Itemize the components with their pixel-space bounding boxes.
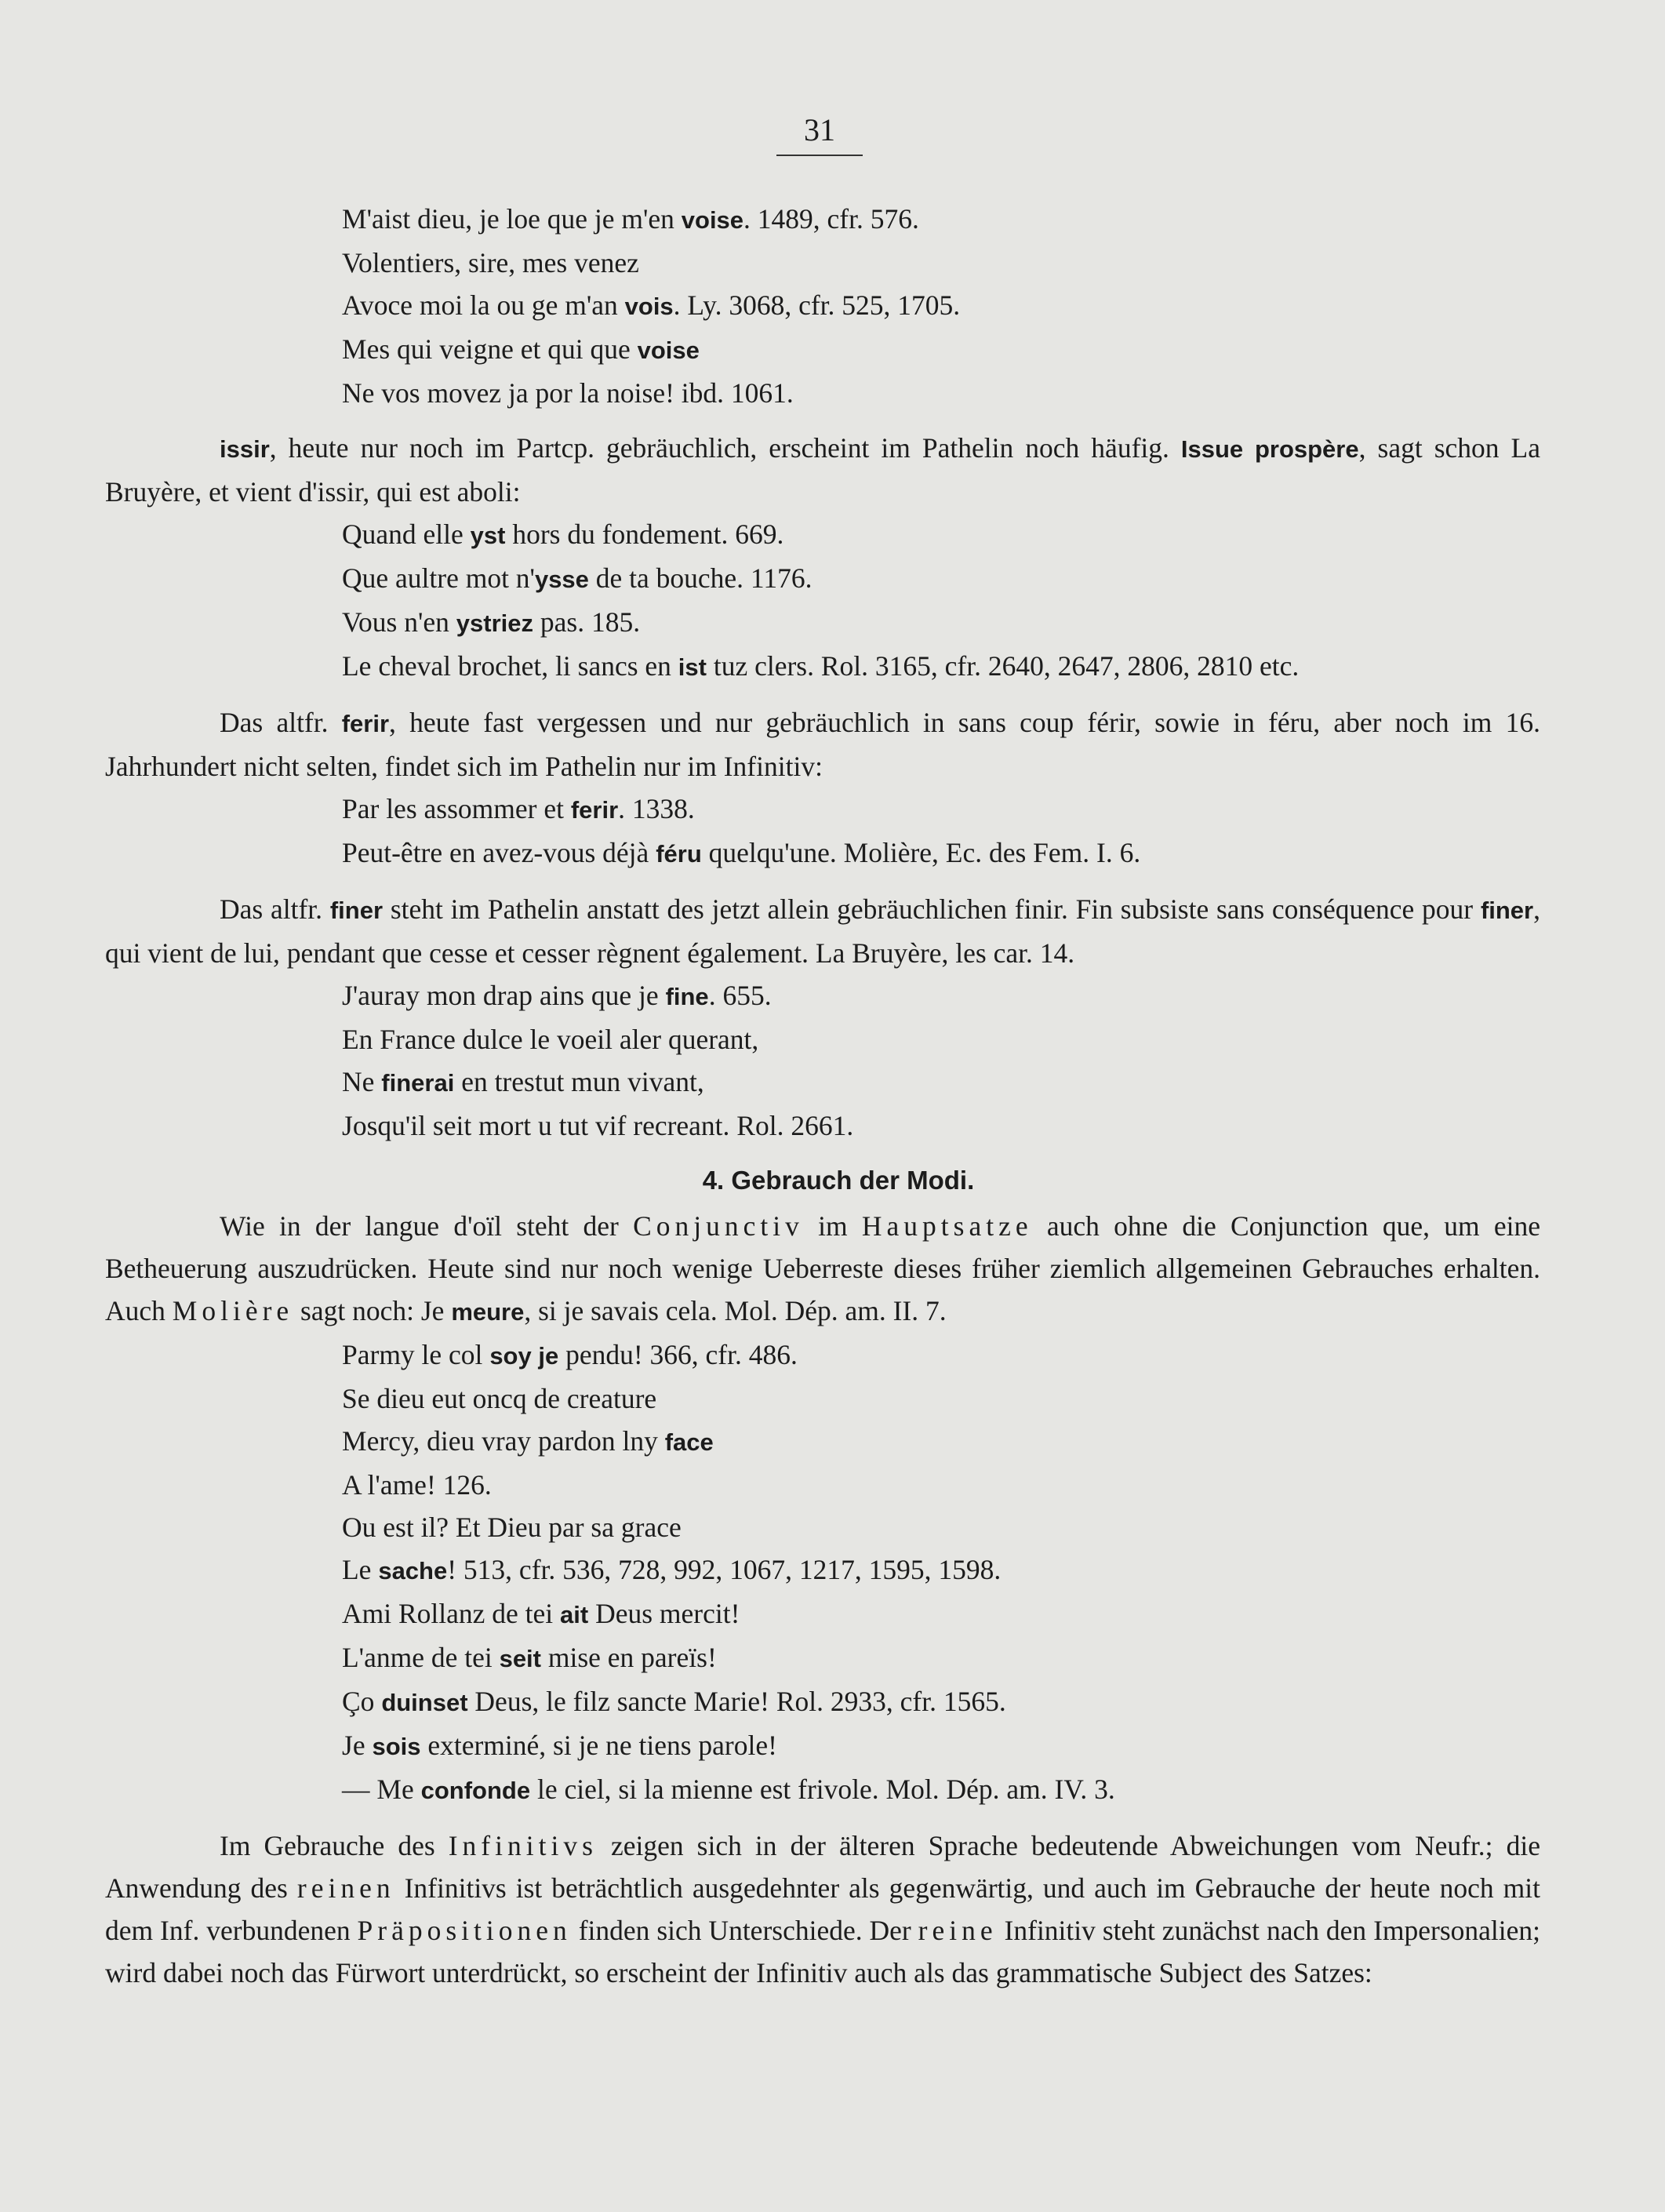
quote-line: Ne vos movez ja por la noise! ibd. 1061. xyxy=(342,377,794,409)
emphasis: ferir xyxy=(341,710,390,737)
quote-line: Ami Rollanz de tei ait Deus mercit! xyxy=(342,1598,740,1629)
quote-line: A l'ame! 126. xyxy=(342,1469,492,1501)
emphasis: fine xyxy=(665,983,709,1010)
quote-line: Le cheval brochet, li sancs en ist tuz clers. Rol. 3165, cfr. 2640, 2647, 2806, 2810 etc. xyxy=(342,650,1300,682)
spaced-term: Präpositionen xyxy=(357,1915,572,1946)
emphasis: finer xyxy=(329,897,384,924)
quote-line: J'auray mon drap ains que je fine. 655. xyxy=(342,980,772,1011)
emphasis: soy je xyxy=(489,1342,559,1370)
emphasis: duinset xyxy=(381,1689,468,1716)
emphasis: ait xyxy=(560,1601,589,1628)
emphasis: voise xyxy=(637,337,700,364)
quote-line: Le sache! 513, cfr. 536, 728, 992, 1067, 1217, 1595, 1598. xyxy=(342,1554,1002,1585)
quote-line: Que aultre mot n'ysse de ta bouche. 1176. xyxy=(342,562,813,594)
emphasis: yst xyxy=(470,522,506,549)
quote-line: Parmy le col soy je pendu! 366, cfr. 486. xyxy=(342,1339,798,1370)
section-heading: 4. Gebrauch der Modi. xyxy=(702,1166,975,1195)
quote-line: Ne finerai en trestut mun vivant, xyxy=(342,1066,704,1097)
emphasis: sois xyxy=(372,1733,421,1760)
emphasis: seit xyxy=(499,1645,541,1672)
emphasis: sache xyxy=(378,1557,448,1584)
quote-line: — Me confonde le ciel, si la mienne est frivole. Mol. Dép. am. IV. 3. xyxy=(342,1774,1115,1805)
emphasis: finerai xyxy=(381,1069,455,1097)
page-number-rule xyxy=(776,155,863,156)
spaced-term: Infinitivs xyxy=(448,1830,598,1861)
quote-line: Mes qui veigne et qui que voise xyxy=(342,333,700,365)
quote-line: Ou est il? Et Dieu par sa grace xyxy=(342,1512,682,1543)
emphasis: voise xyxy=(681,206,744,234)
page-number: 31 xyxy=(804,112,835,147)
spaced-term: Molière xyxy=(172,1295,294,1326)
spaced-term: Hauptsatze xyxy=(861,1210,1033,1242)
emphasis: finer xyxy=(1480,897,1534,924)
paragraph-ferir: Das altfr. ferir, heute fast vergessen und nur gebräuchlich in sans coup férir, sowie in féru, aber noch im 16. Jahrhundert nicht selten, findet sich im Pathelin nur im Infinitiv: xyxy=(105,707,1540,782)
quote-line: M'aist dieu, je loe que je m'en voise. 1489, cfr. 576. xyxy=(342,203,919,235)
quote-line: Mercy, dieu vray pardon lny face xyxy=(342,1425,714,1457)
paragraph-modi: Wie in der langue d'oïl steht der Conjunctiv im Hauptsatze auch ohne die Conjunction que, um eine Betheuerung auszudrücken. Heute sind nur noch wenige Ueberreste dieses früher ziemlich allgemeinen Gebrauches erhalten. Auch Molière sagt noch: Je meure, si je savais cela. Mol. Dép. am. II. 7. xyxy=(105,1210,1540,1326)
spaced-term: reinen xyxy=(296,1872,395,1904)
paragraph-issir: issir, heute nur noch im Partcp. gebräuchlich, erscheint im Pathelin noch häufig. Issue prospère, sagt schon La Bruyère, et vient d'issir, qui est aboli: xyxy=(105,432,1540,508)
quote-line: L'anme de tei seit mise en pareïs! xyxy=(342,1642,717,1673)
quote-line: Volentiers, sire, mes venez xyxy=(342,247,639,278)
page-body xyxy=(105,198,1540,1994)
emphasis: face xyxy=(664,1428,714,1456)
quote-line: Quand elle yst hors du fondement. 669. xyxy=(342,518,784,550)
emphasis: ist xyxy=(678,653,707,681)
quote-line: En France dulce le voeil aler querant, xyxy=(342,1024,759,1055)
quote-line: Peut-être en avez-vous déjà féru quelqu'une. Molière, Ec. des Fem. I. 6. xyxy=(342,837,1141,868)
quote-line: Par les assommer et ferir. 1338. xyxy=(342,793,695,824)
emphasis: meure xyxy=(451,1298,525,1326)
paragraph-finer: Das altfr. finer steht im Pathelin anstatt des jetzt allein gebräuchlichen finir. Fin subsiste sans conséquence pour finer, qui vient de lui, pendant que cesse et cesser règnent également. La Bruyère, les car. 14. xyxy=(105,893,1540,969)
paragraph-infinitiv: Im Gebrauche des Infinitivs zeigen sich in der älteren Sprache bedeutende Abweichungen vom Neufr.; die Anwendung des reinen Infinitivs ist beträchtlich ausgedehnter als gegenwärtig, und auch im Gebrauche der heute noch mit dem Inf. verbundenen Präpositionen finden sich Unterschiede. Der reine Infinitiv steht zunächst nach den Impersonalien; wird dabei noch das Fürwort unterdrückt, so erscheint der Infinitiv auch als das grammatische Subject des Satzes: xyxy=(105,1830,1541,1988)
spaced-term: reine xyxy=(918,1915,998,1946)
emphasis: féru xyxy=(656,840,702,868)
quote-line: Je sois exterminé, si je ne tiens parole! xyxy=(342,1730,777,1761)
quote-line: Se dieu eut oncq de creature xyxy=(342,1383,657,1414)
emphasis: ystriez xyxy=(456,609,534,637)
quote-line: Josqu'il seit mort u tut vif recreant. Rol. 2661. xyxy=(342,1110,854,1141)
quote-line: Avoce moi la ou ge m'an vois. Ly. 3068, cfr. 525, 1705. xyxy=(342,289,961,321)
emphasis: vois xyxy=(624,293,674,320)
emphasis: ferir xyxy=(570,796,619,824)
spaced-term: Conjunctiv xyxy=(633,1210,804,1242)
quote-line: Ço duinset Deus, le filz sancte Marie! Rol. 2933, cfr. 1565. xyxy=(342,1686,1006,1717)
quote-line: Vous n'en ystriez pas. 185. xyxy=(342,606,641,638)
emphasis: Issue prospère xyxy=(1180,435,1359,463)
emphasis: ysse xyxy=(534,566,589,593)
emphasis: confonde xyxy=(420,1777,531,1804)
emphasis: issir xyxy=(220,435,270,463)
